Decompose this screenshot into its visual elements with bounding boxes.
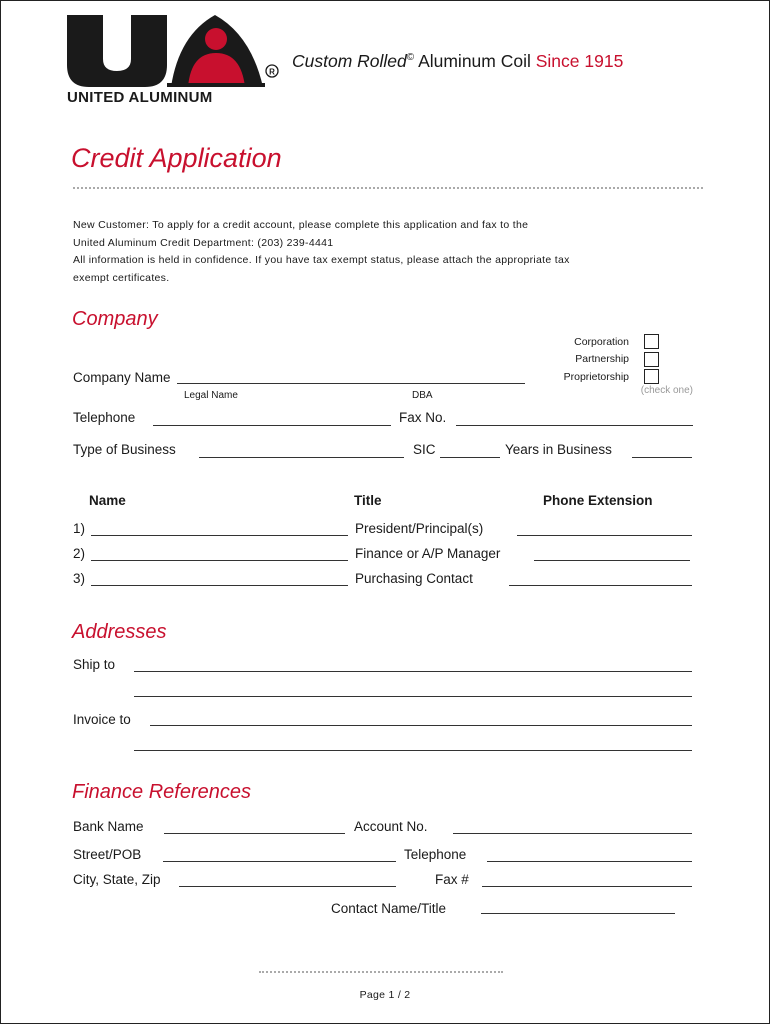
intro-line: exempt certificates. xyxy=(73,271,170,284)
company-name-label: Company Name xyxy=(73,370,171,385)
intro-line: New Customer: To apply for a credit account, please complete this application and fax to the xyxy=(73,219,529,231)
contact-role-label: Purchasing Contact xyxy=(355,571,473,586)
contact-name-title-label: Contact Name/Title xyxy=(331,901,447,916)
proprietorship-checkbox[interactable] xyxy=(644,369,659,384)
footer-divider xyxy=(259,971,503,973)
intro-line: United Aluminum Credit Department: (203) 239-4441 xyxy=(73,236,334,249)
years-in-business-field[interactable] xyxy=(632,457,692,458)
tagline-copyright: © xyxy=(406,52,415,64)
ship-to-field-line2[interactable] xyxy=(134,696,692,697)
finance-references-heading: Finance References xyxy=(72,781,251,803)
company-name-field[interactable] xyxy=(177,383,525,384)
years-in-business-label: Years in Business xyxy=(505,442,612,457)
fax-label: Fax No. xyxy=(399,410,447,425)
ship-to-field[interactable] xyxy=(134,671,692,672)
entity-partnership-label: Partnership xyxy=(575,353,629,365)
tagline-custom-rolled: Custom Rolled xyxy=(292,51,407,71)
sic-label: SIC xyxy=(413,442,436,457)
title-divider xyxy=(73,187,703,189)
addresses-heading: Addresses xyxy=(72,621,167,643)
contact-name-field[interactable] xyxy=(91,535,348,536)
svg-text:R: R xyxy=(269,67,275,77)
fax-field[interactable] xyxy=(456,425,693,426)
contact-extension-field[interactable] xyxy=(534,560,690,561)
bank-name-field[interactable] xyxy=(164,833,345,834)
check-one-hint: (check one) xyxy=(640,385,693,396)
telephone-field[interactable] xyxy=(153,425,391,426)
intro-text xyxy=(73,217,570,287)
bank-name-label: Bank Name xyxy=(73,819,144,834)
tagline-aluminum-coil: Aluminum Coil xyxy=(418,51,531,71)
entity-proprietorship-label: Proprietorship xyxy=(563,371,629,383)
bank-fax-label: Fax # xyxy=(435,872,469,887)
bank-telephone-field[interactable] xyxy=(487,861,692,862)
contact-extension-field[interactable] xyxy=(509,585,692,586)
contact-row-number: 3) xyxy=(73,571,86,586)
contact-name-field[interactable] xyxy=(91,585,348,586)
telephone-label: Telephone xyxy=(73,410,136,425)
city-state-zip-label: City, State, Zip xyxy=(73,872,161,887)
dba-caption: DBA xyxy=(412,390,433,401)
type-of-business-label: Type of Business xyxy=(73,442,176,457)
contacts-header-phone: Phone Extension xyxy=(543,493,653,508)
corporation-checkbox[interactable] xyxy=(644,334,659,349)
tagline-since: Since 1915 xyxy=(535,51,624,71)
company-logo xyxy=(67,15,279,107)
contact-name-field[interactable] xyxy=(91,560,348,561)
invoice-to-field[interactable] xyxy=(150,725,692,726)
account-no-label: Account No. xyxy=(354,819,428,834)
invoice-to-label: Invoice to xyxy=(73,712,131,727)
street-pob-field[interactable] xyxy=(163,861,396,862)
invoice-to-field-line2[interactable] xyxy=(134,750,692,751)
contact-extension-field[interactable] xyxy=(517,535,692,536)
logo-wordmark: UNITED ALUMINUM xyxy=(67,89,213,106)
type-of-business-field[interactable] xyxy=(199,457,404,458)
legal-name-caption: Legal Name xyxy=(184,390,238,401)
bank-telephone-label: Telephone xyxy=(404,847,467,862)
sic-field[interactable] xyxy=(440,457,500,458)
account-no-field[interactable] xyxy=(453,833,692,834)
contacts-header-name: Name xyxy=(89,493,126,508)
tagline xyxy=(292,51,623,72)
intro-line: All information is held in confidence. If you have tax exempt status, please attach the appropriate tax xyxy=(73,254,570,266)
street-pob-label: Street/POB xyxy=(73,847,142,862)
contact-row-number: 1) xyxy=(73,521,86,536)
partnership-checkbox[interactable] xyxy=(644,352,659,367)
contact-name-title-field[interactable] xyxy=(481,913,675,914)
city-state-zip-field[interactable] xyxy=(179,886,396,887)
contact-role-label: Finance or A/P Manager xyxy=(355,546,501,561)
bank-fax-field[interactable] xyxy=(482,886,692,887)
page-title: Credit Application xyxy=(71,143,282,173)
page-number: Page 1 / 2 xyxy=(359,989,411,1001)
contacts-header-title: Title xyxy=(354,493,382,508)
ship-to-label: Ship to xyxy=(73,657,116,672)
contact-role-label: President/Principal(s) xyxy=(355,521,484,536)
contact-row-number: 2) xyxy=(73,546,86,561)
company-heading: Company xyxy=(72,308,158,330)
entity-corporation-label: Corporation xyxy=(574,336,629,348)
